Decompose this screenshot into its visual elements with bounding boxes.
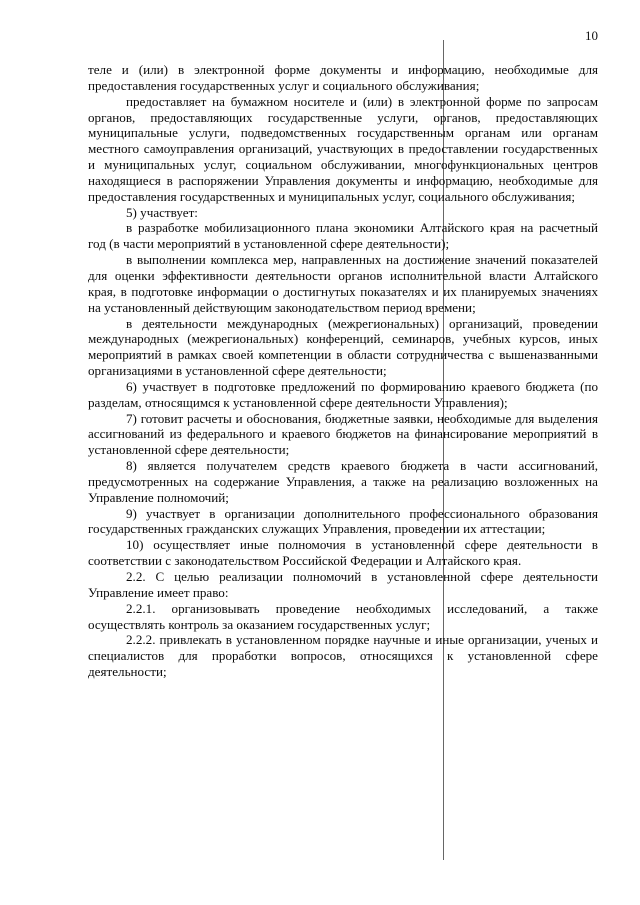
paragraph: 5) участвует: (126, 204, 198, 220)
paragraph: 2.2.2. привлекать в установленном порядке научные и иные организации, ученых и специалистов для проработки вопросов, относящихся к установленной сфере деятельности; (88, 632, 598, 680)
paragraph: 2.2.1. организовывать проведение необходимых исследований, а также осуществлять контроль за оказанием государственных услуг; (88, 600, 598, 632)
paragraph: в выполнении комплекса мер, направленных на достижение значений показателей для оценки эффективности деятельности органов исполнительной власти Алтайского края, в подготовке информации о достигнутых показателях и их планируемых значениях на установленный действующим законодательством период времени; (88, 252, 598, 315)
paragraph: теле и (или) в электронной форме документы и информацию, необходимые для предоставления государственных услуг и социального обслуживания; (88, 62, 598, 93)
paragraph: в разработке мобилизационного плана экономики Алтайского края на расчетный год (в части мероприятий в установленной сфере деятельности); (88, 220, 598, 252)
paragraph: 9) участвует в организации дополнительного профессионального образования государственных гражданских служащих Управления, проведении их аттестации; (88, 505, 598, 537)
paragraph: предоставляет на бумажном носителе и (или) в электронной форме по запросам органов, предоставляющих государственные услуги, органов, предоставляющих муниципальные услуги, подведомственных государственным органам или органам местного самоуправления организаций, участвующих в предоставлении государственных и муниципальных услуг, социальном обслуживании, многофункциональных центров находящиеся в распоряжении Управления документы и информацию, необходимые для предоставления государственных и муниципальных услуг, социального обслуживания; (88, 93, 598, 204)
document-body (88, 62, 598, 680)
paragraph: 7) готовит расчеты и обоснования, бюджетные заявки, необходимые для выделения ассигнований из федерального и краевого бюджетов на финансирование мероприятий в установленной сфере деятельности; (88, 410, 598, 458)
page-number: 10 (585, 28, 598, 43)
paragraph: 10) осуществляет иные полномочия в установленной сфере деятельности в соответствии с законодательством Российской Федерации и Алтайского края. (88, 537, 598, 569)
paragraph: 6) участвует в подготовке предложений по формированию краевого бюджета (по разделам, относящимся к установленной сфере деятельности Управления); (88, 378, 598, 410)
paragraph: 2.2. С целью реализации полномочий в установленной сфере деятельности Управление имеет право: (88, 569, 598, 600)
paragraph: 8) является получателем средств краевого бюджета в части ассигнований, предусмотренных на содержание Управления, а также на реализацию возложенных на Управление полномочий; (88, 458, 598, 505)
paragraph: в деятельности международных (межрегиональных) организаций, проведении международных (межрегиональных) конференций, семинаров, учебных курсов, иных мероприятий в рамках своей компетенции в области сотрудничества с вышеназванными организациями в установленной сфере деятельности; (88, 315, 598, 379)
